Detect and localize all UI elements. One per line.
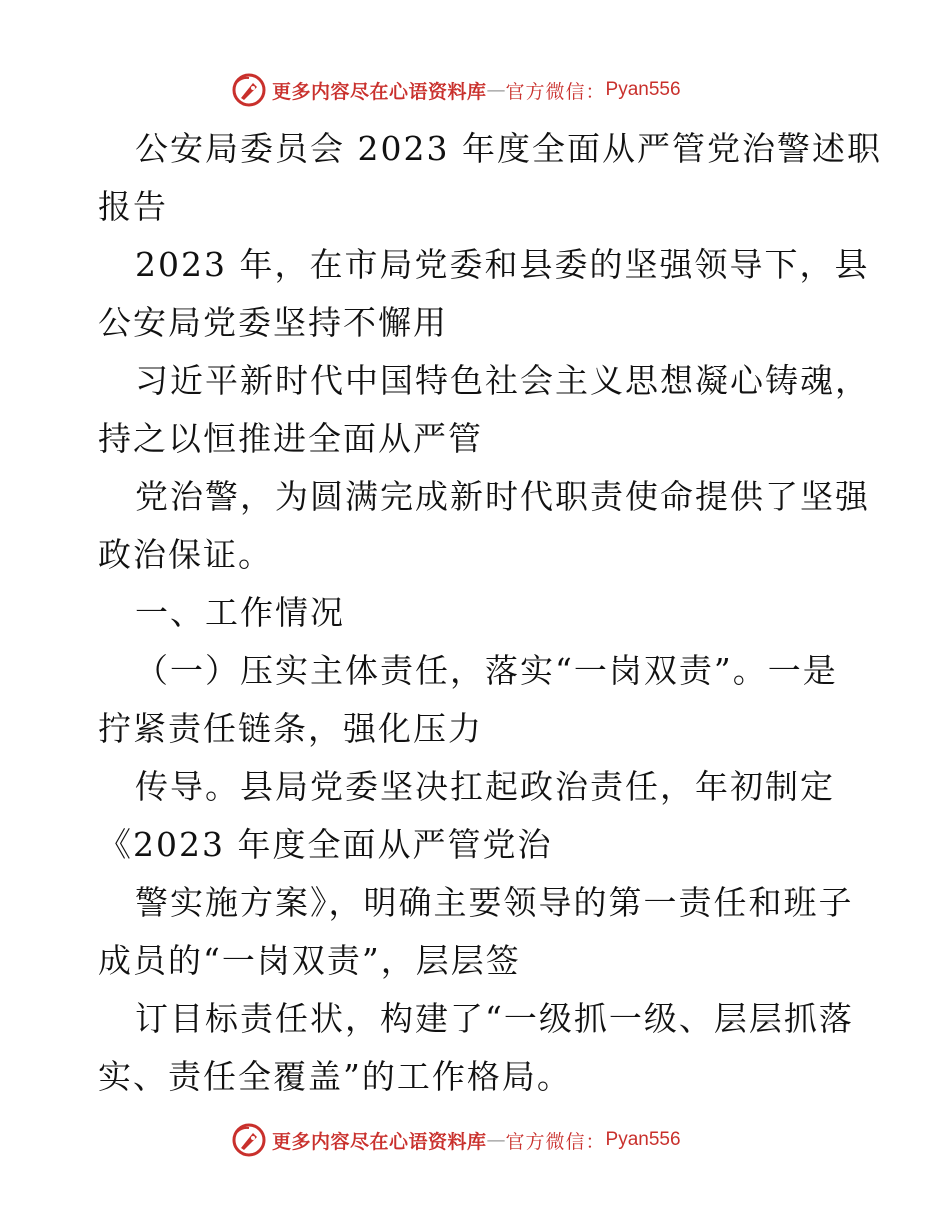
paragraph-line: 《2023 年度全面从严管党治 bbox=[98, 825, 553, 864]
paragraph-line: 公安局党委坚持不懈用 bbox=[98, 303, 448, 342]
document-title-line-2: 报告 bbox=[98, 187, 168, 226]
paragraph-line: 习近平新时代中国特色社会主义思想凝心铸魂， bbox=[135, 361, 870, 400]
document-body bbox=[98, 120, 882, 1106]
paragraph-line: 拧紧责任链条，强化压力 bbox=[98, 709, 483, 748]
paragraph-line: 政治保证。 bbox=[98, 535, 273, 574]
paragraph-line: 订目标责任状，构建了“一级抓一级、层层抓落 bbox=[135, 999, 854, 1038]
pen-nib-icon bbox=[232, 73, 266, 107]
watermark-label: 官方微信： bbox=[505, 1130, 606, 1153]
paragraph-line: 党治警，为圆满完成新时代职责使命提供了坚强 bbox=[135, 477, 870, 516]
document-title-line-1: 公安局委员会 2023 年度全面从严管党治警述职 bbox=[135, 129, 882, 168]
paragraph-line: 成员的“一岗双责”，层层签 bbox=[98, 941, 521, 980]
watermark-text: 更多内容尽在心语资料库 bbox=[272, 1130, 487, 1153]
watermark-separator: — bbox=[486, 1129, 506, 1151]
watermark-separator: — bbox=[486, 79, 506, 101]
watermark-label: 官方微信： bbox=[505, 80, 606, 103]
watermark-text: 更多内容尽在心语资料库 bbox=[272, 80, 487, 103]
watermark-wechat-id: Pyan556 bbox=[605, 79, 681, 100]
section-heading: 一、工作情况 bbox=[135, 593, 345, 632]
paragraph-line: 警实施方案》，明确主要领导的第一责任和班子 bbox=[135, 883, 854, 922]
watermark-banner-bottom bbox=[232, 1122, 681, 1158]
paragraph-line: 持之以恒推进全面从严管 bbox=[98, 419, 483, 458]
paragraph-line: （一）压实主体责任，落实“一岗双责”。一是 bbox=[135, 651, 838, 690]
watermark-banner-top bbox=[232, 72, 681, 108]
paragraph-line: 传导。县局党委坚决扛起政治责任，年初制定 bbox=[135, 767, 835, 806]
watermark-wechat-id: Pyan556 bbox=[605, 1129, 681, 1150]
paragraph-line: 实、责任全覆盖”的工作格局。 bbox=[98, 1057, 572, 1096]
paragraph-line: 2023 年，在市局党委和县委的坚强领导下，县 bbox=[135, 245, 870, 284]
pen-nib-icon bbox=[232, 1123, 266, 1157]
